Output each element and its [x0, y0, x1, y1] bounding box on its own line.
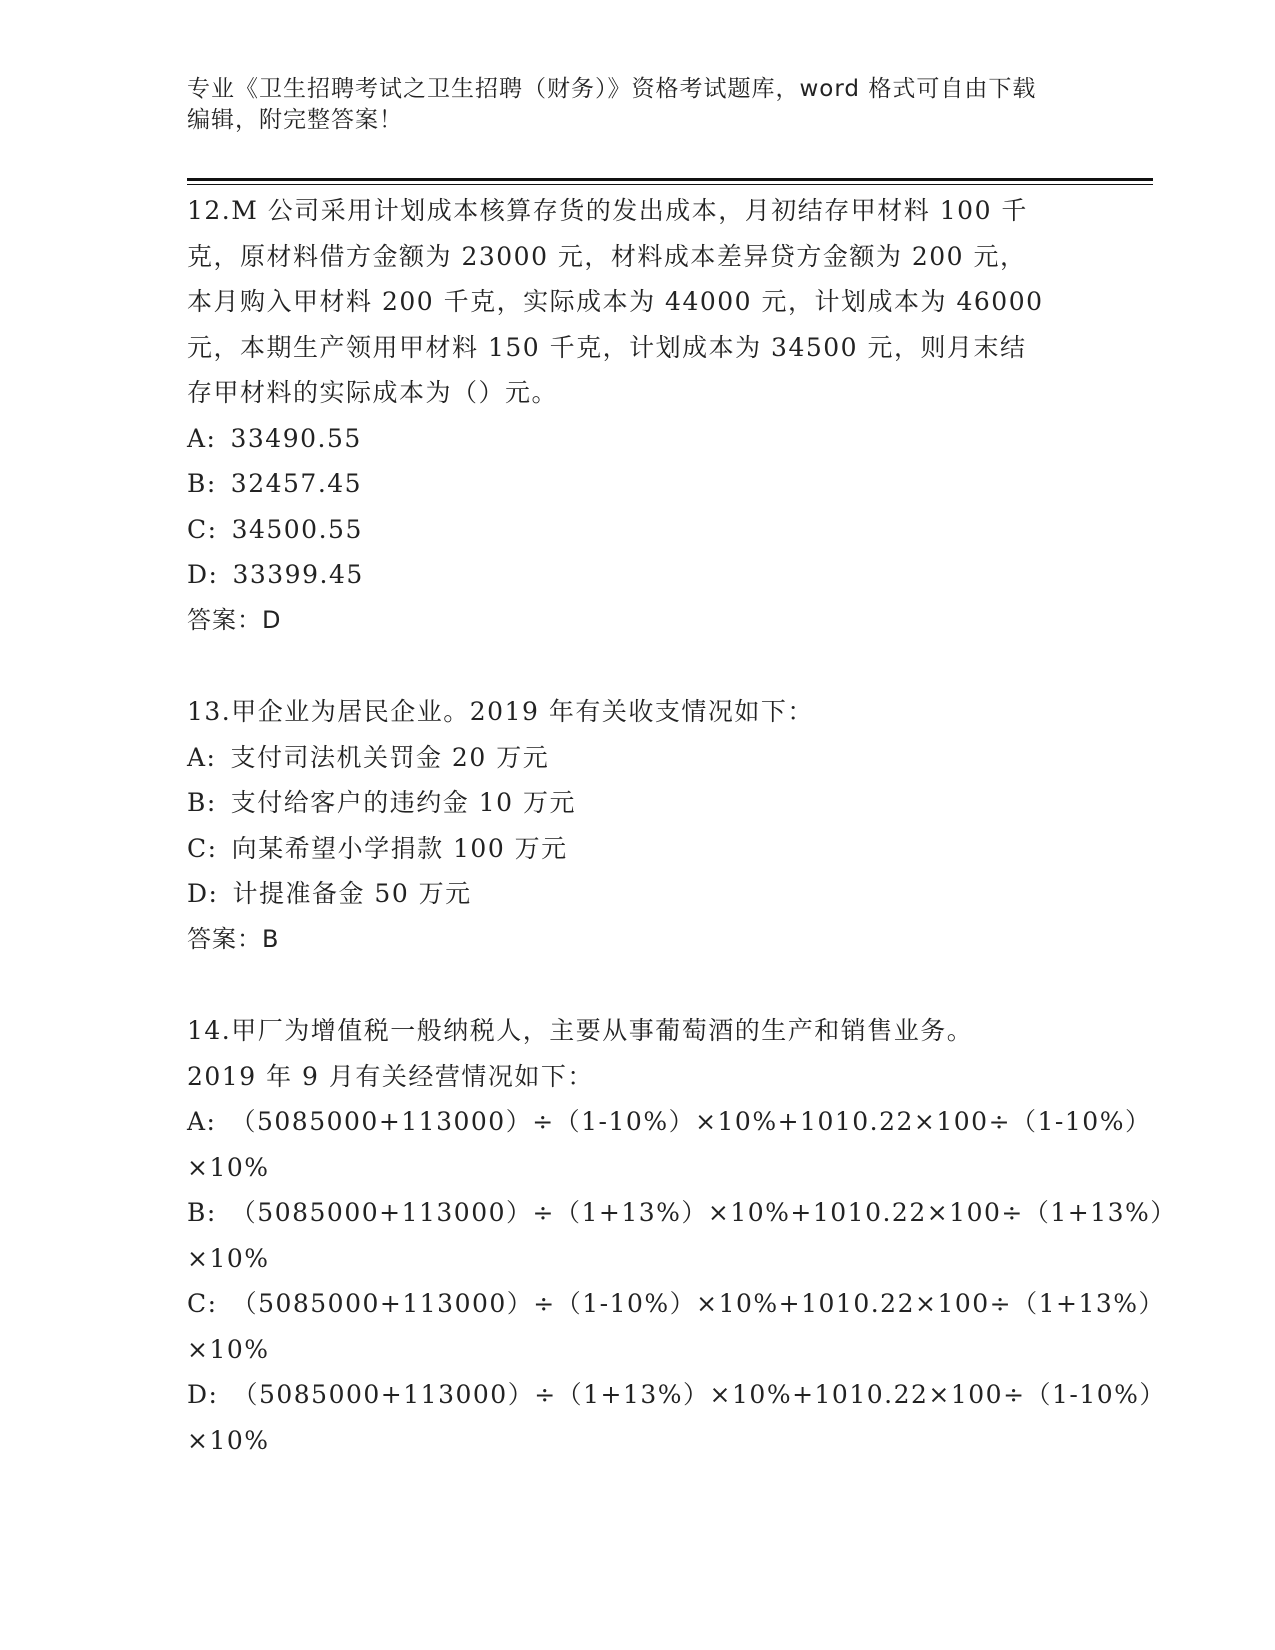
option-text: （5085000+113000）÷（1-10%）×10%+1010.22×100÷（1-10%） — [230, 1107, 1152, 1136]
option-letter: C: — [187, 1289, 218, 1318]
answer-option — [187, 780, 1087, 826]
option-text: 支付司法机关罚金 20 万元 — [230, 742, 550, 772]
question-stem-line: 存甲材料的实际成本为（）元。 — [187, 378, 559, 407]
header-line: 专业《卫生招聘考试之卫生招聘（财务）》资格考试题库，word 格式可自由下载 — [187, 76, 1037, 102]
answer-option — [187, 1190, 1177, 1236]
answer-option — [187, 1099, 1152, 1145]
document-header — [187, 74, 1067, 136]
answer-option — [187, 507, 1087, 553]
option-letter: B: — [187, 788, 217, 817]
answer-option — [187, 1372, 1166, 1418]
answer-option — [187, 416, 1087, 462]
question-block — [187, 188, 1087, 643]
option-letter: D: — [187, 879, 219, 908]
answer-option — [187, 1418, 1087, 1464]
answer-option — [187, 1281, 1166, 1327]
answer-option — [187, 1236, 1087, 1282]
answer-key: 答案：D — [187, 605, 282, 634]
question-block — [187, 1008, 1177, 1463]
answer-option — [187, 552, 1087, 598]
option-text: ×10% — [187, 1152, 270, 1182]
option-text: ×10% — [187, 1243, 270, 1273]
answer-option — [187, 871, 1087, 917]
option-letter: C: — [187, 833, 218, 863]
option-text: 33399.45 — [232, 560, 364, 589]
option-text: 32457.45 — [230, 469, 363, 498]
question-list — [187, 188, 1177, 1463]
option-letter: D: — [187, 1380, 219, 1409]
option-letter: A: — [187, 742, 217, 772]
option-letter: C: — [187, 514, 218, 544]
answer-option — [187, 735, 1087, 781]
option-letter: A: — [187, 423, 217, 453]
header-line: 编辑，附完整答案！ — [187, 107, 403, 133]
header-rule-thick — [187, 178, 1153, 181]
option-letter: A: — [187, 1107, 217, 1136]
option-text: （5085000+113000）÷（1+13%）×10%+1010.22×100÷（1+13%） — [230, 1198, 1177, 1227]
option-text: ×10% — [187, 1425, 270, 1455]
option-letter: D: — [187, 560, 219, 589]
question-block — [187, 689, 1087, 962]
answer-option — [187, 826, 1087, 872]
option-text: 33490.55 — [230, 423, 362, 453]
option-text: ×10% — [187, 1334, 270, 1364]
question-stem-line: 2019 年 9 月有关经营情况如下： — [187, 1061, 594, 1091]
question-stem-line: 本月购入甲材料 200 千克，实际成本为 44000 元，计划成本为 46000 — [187, 287, 1044, 316]
answer-option — [187, 461, 1087, 507]
answer-key: 答案：B — [187, 924, 280, 953]
option-letter: B: — [187, 1198, 217, 1227]
answer-option — [187, 1327, 1087, 1373]
option-text: （5085000+113000）÷（1-10%）×10%+1010.22×100÷（1+13%） — [231, 1289, 1166, 1318]
header-rule-thin — [187, 184, 1153, 185]
option-text: 34500.55 — [231, 514, 363, 544]
option-text: 支付给客户的违约金 10 万元 — [230, 788, 577, 817]
question-stem-line: 13.甲企业为居民企业。2019 年有关收支情况如下： — [187, 697, 814, 726]
question-stem-line: 元，本期生产领用甲材料 150 千克，计划成本为 34500 元，则月末结 — [187, 332, 1027, 362]
question-stem-line: 克，原材料借方金额为 23000 元，材料成本差异贷方金额为 200 元， — [187, 241, 1027, 271]
option-text: （5085000+113000）÷（1+13%）×10%+1010.22×100÷（1-10%） — [232, 1380, 1166, 1409]
option-text: 计提准备金 50 万元 — [232, 879, 472, 908]
option-letter: B: — [187, 469, 217, 498]
answer-option — [187, 1145, 1087, 1191]
question-stem-line: 12.M 公司采用计划成本核算存货的发出成本，月初结存甲材料 100 千 — [187, 196, 1028, 225]
question-stem-line: 14.甲厂为增值税一般纳税人，主要从事葡萄酒的生产和销售业务。 — [187, 1016, 974, 1045]
option-text: 向某希望小学捐款 100 万元 — [231, 833, 568, 863]
